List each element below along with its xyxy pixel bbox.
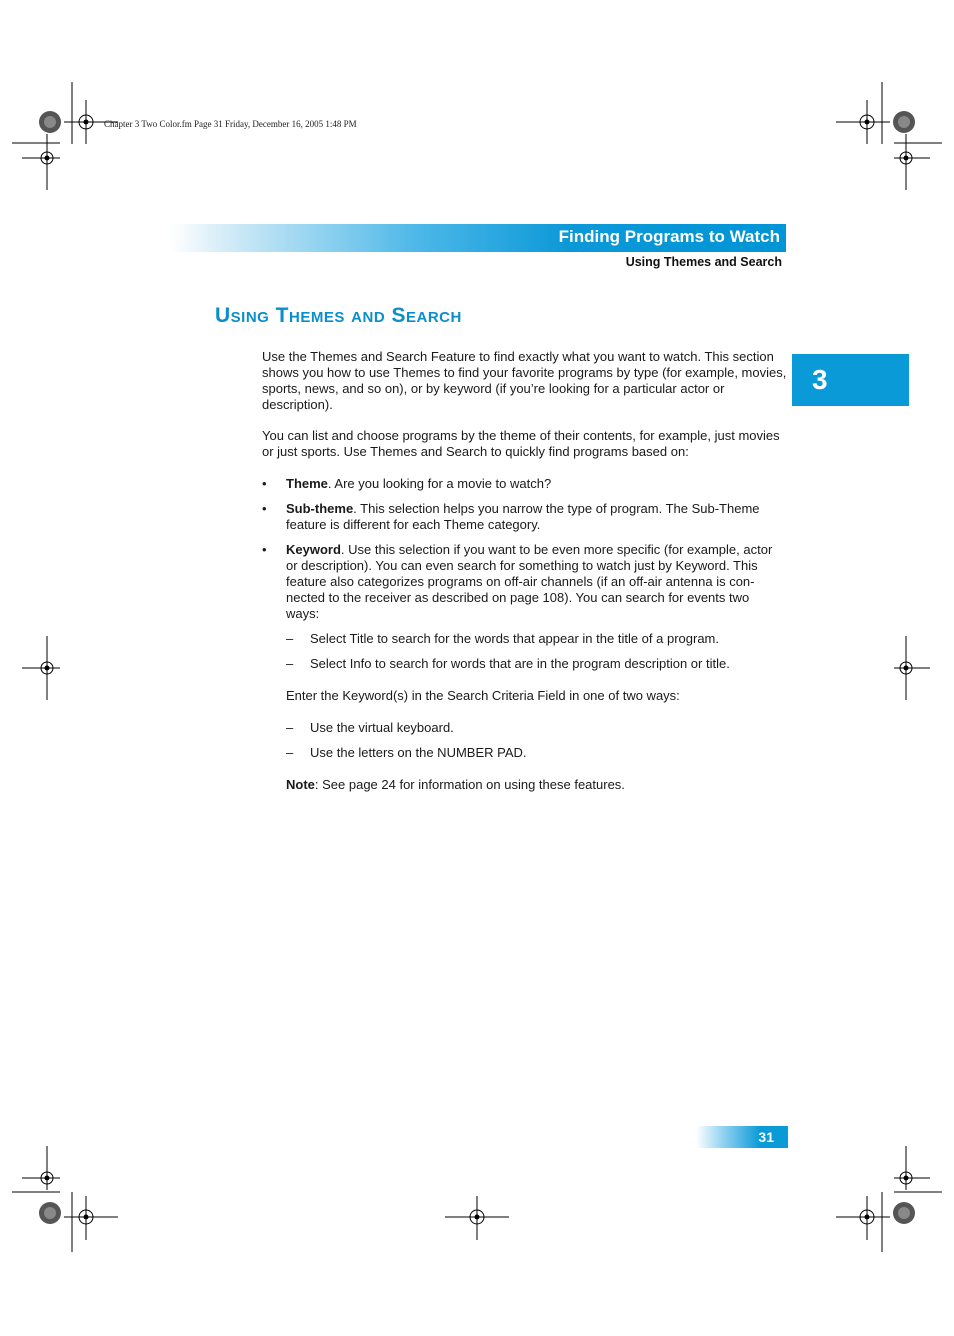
bullet-marker: • bbox=[262, 476, 267, 491]
dash-marker: – bbox=[286, 745, 294, 760]
bullet-term: Keyword bbox=[286, 542, 341, 557]
running-section-title: Using Themes and Search bbox=[625, 255, 782, 269]
bullet-item-sub-theme bbox=[286, 501, 786, 533]
dash-marker: – bbox=[286, 720, 294, 735]
entry-option-keyboard: Use the virtual keyboard. bbox=[310, 720, 454, 735]
file-slug: Chapter 3 Two Color.fm Page 31 Friday, December 16, 2005 1:48 PM bbox=[104, 119, 357, 129]
bullet-marker: • bbox=[262, 501, 267, 516]
chapter-number: 3 bbox=[812, 364, 828, 395]
bullet-term: Sub-theme bbox=[286, 501, 354, 516]
chapter-tab bbox=[792, 354, 909, 406]
chapter-header-bar bbox=[170, 224, 786, 252]
bullet-item-theme bbox=[286, 476, 786, 492]
page-number: 31 bbox=[758, 1129, 774, 1145]
note bbox=[286, 777, 786, 793]
keyword-option-title: Select Title to search for the words that appear in the title of a program. bbox=[310, 631, 719, 646]
page-number-bar bbox=[696, 1126, 788, 1148]
note-text: : See page 24 for information on using these features. bbox=[314, 777, 625, 792]
bullet-desc: . Are you looking for a movie to watch? bbox=[327, 476, 552, 491]
keyword-option-info: Select Info to search for words that are in the program description or title. bbox=[310, 656, 730, 671]
bullet-item-keyword bbox=[286, 542, 786, 622]
section-heading: Using Themes and Search bbox=[215, 304, 462, 327]
entry-intro: Enter the Keyword(s) in the Search Criteria Field in one of two ways: bbox=[286, 688, 680, 703]
note-label: Note bbox=[286, 777, 315, 792]
bullet-term: Theme bbox=[286, 476, 328, 491]
bullet-marker: • bbox=[262, 542, 267, 557]
entry-option-number-pad: Use the letters on the NUMBER PAD. bbox=[310, 745, 527, 760]
bullet-desc: . This selection helps you narrow the type of program. The Sub-Theme feature is different for each Theme category. bbox=[286, 501, 760, 532]
intro-paragraph: Use the Themes and Search Feature to find exactly what you want to watch. This section shows you how to use Themes to find your favorite programs by type (for example, movies, sports, news, and so on), or by keyword (if you’re looking for a particular actor or description). bbox=[262, 349, 787, 412]
themes-paragraph: You can list and choose programs by the theme of their contents, for example, just movies or just sports. Use Themes and Search to quickly find programs based on: bbox=[262, 428, 780, 459]
bullet-desc: . Use this selection if you want to be even more specific (for example, actor or description). You can even search for something to watch just by Keyword. This feature also categorizes programs on off-air channels (if an off-air antenna is con-nected to the receiver as described on page 108). You can search for events two ways: bbox=[286, 542, 773, 621]
dash-marker: – bbox=[286, 656, 294, 671]
dash-marker: – bbox=[286, 631, 294, 646]
chapter-title: Finding Programs to Watch bbox=[558, 227, 780, 246]
